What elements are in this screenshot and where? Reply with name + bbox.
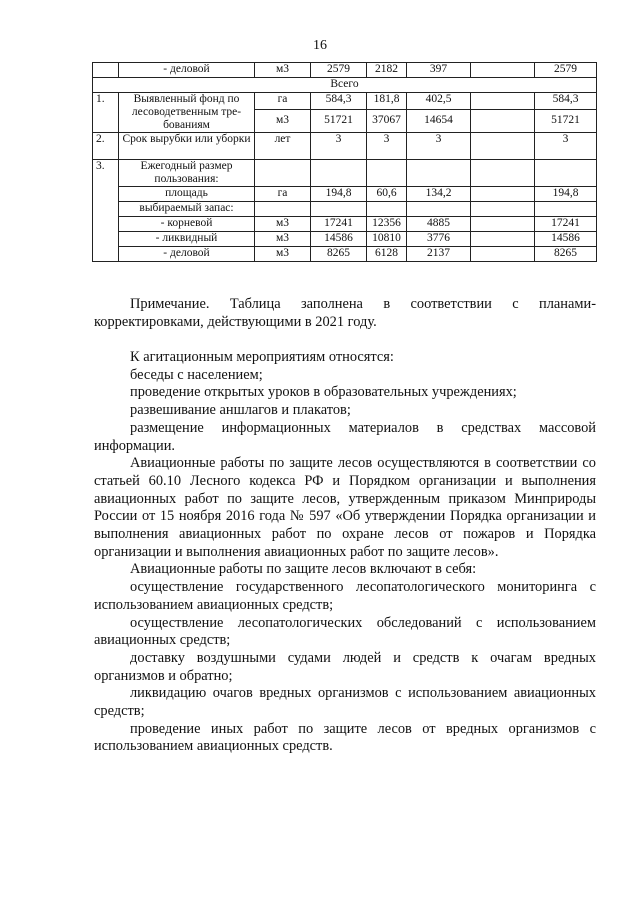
row-label: - деловой [119, 63, 255, 78]
unit-cell: м3 [255, 109, 311, 132]
unit-cell: м3 [255, 247, 311, 262]
value-cell [471, 133, 535, 160]
value-cell: 37067 [367, 109, 407, 132]
value-cell [471, 93, 535, 110]
list-item: осуществление государственного лесопатологического мониторинга с использованием авиационных средств; [94, 579, 596, 613]
unit-cell: м3 [255, 217, 311, 232]
value-cell: 14586 [535, 232, 597, 247]
forest-use-table [92, 62, 597, 262]
value-cell: 3 [311, 133, 367, 160]
value-cell: 397 [407, 63, 471, 78]
section-header-row [93, 78, 597, 93]
unit-cell: лет [255, 133, 311, 160]
section-header: Всего [93, 78, 597, 93]
row-label: - ликвидный [119, 232, 255, 247]
table-row [93, 160, 597, 187]
value-cell [471, 109, 535, 132]
table-row [93, 93, 597, 110]
value-cell [471, 217, 535, 232]
value-cell: 181,8 [367, 93, 407, 110]
value-cell [471, 187, 535, 202]
row-label: - деловой [119, 247, 255, 262]
value-cell: 6128 [367, 247, 407, 262]
table-row [93, 187, 597, 202]
value-cell: 194,8 [535, 187, 597, 202]
value-cell: 402,5 [407, 93, 471, 110]
value-cell: 3 [367, 133, 407, 160]
value-cell: 134,2 [407, 187, 471, 202]
unit-cell: м3 [255, 232, 311, 247]
value-cell: 8265 [535, 247, 597, 262]
value-cell: 2137 [407, 247, 471, 262]
value-cell [471, 247, 535, 262]
value-cell: 60,6 [367, 187, 407, 202]
value-cell: 14654 [407, 109, 471, 132]
value-cell: 2182 [367, 63, 407, 78]
list-item: осуществление лесопатологических обследований с использованием авиационных средств; [94, 614, 596, 649]
value-cell: 2579 [535, 63, 597, 78]
value-cell: 584,3 [535, 93, 597, 110]
value-cell: 194,8 [311, 187, 367, 202]
value-cell: 3776 [407, 232, 471, 247]
value-cell: 4885 [407, 217, 471, 232]
aviation-intro: Авиационные работы по защите лесов включают в себя: [130, 561, 477, 578]
list-item: ликвидацию очагов вредных организмов с использованием авиационных средств; [94, 685, 596, 720]
value-cell [471, 232, 535, 247]
value-cell: 8265 [311, 247, 367, 262]
list-item: проведение открытых уроков в образовательных учреждениях; [130, 384, 517, 401]
row-label: - корневой [119, 217, 255, 232]
value-cell: 17241 [311, 217, 367, 232]
value-cell: 51721 [311, 109, 367, 132]
list-item: доставку воздушными судами людей и средств к очагам вредных организмов и обратно; [94, 649, 596, 684]
table-row [93, 247, 597, 262]
row-number: 3. [93, 160, 119, 262]
table-row [93, 232, 597, 247]
table-note [94, 296, 596, 331]
table-row [93, 217, 597, 232]
agitation-intro: К агитационным мероприятиям относятся: [130, 349, 394, 365]
row-number: 2. [93, 133, 119, 160]
list-item: беседы с населением; [130, 366, 263, 383]
unit-cell: м3 [255, 63, 311, 78]
table-row [93, 133, 597, 160]
list-item: размещение информационных материалов в средствах массовой информации. [94, 419, 596, 454]
value-cell: 12356 [367, 217, 407, 232]
value-cell [471, 63, 535, 78]
value-cell: 14586 [311, 232, 367, 247]
value-cell: 51721 [535, 109, 597, 132]
value-cell: 17241 [535, 217, 597, 232]
unit-cell: га [255, 93, 311, 110]
row-label: Ежегодный размер пользования: [119, 160, 255, 187]
row-label: Срок вырубки или уборки [119, 133, 255, 160]
page-number: 16 [313, 38, 327, 53]
row-label: площадь [119, 187, 255, 202]
row-label: Выявленный фонд по лесоводетвенным тре-бованиям [119, 93, 255, 133]
value-cell: 10810 [367, 232, 407, 247]
list-item: развешивание аншлагов и плакатов; [130, 402, 351, 419]
value-cell: 3 [535, 133, 597, 160]
row-number: 1. [93, 93, 119, 133]
row-label: выбираемый запас: [119, 202, 255, 217]
table-row [93, 63, 597, 78]
unit-cell: га [255, 187, 311, 202]
value-cell: 584,3 [311, 93, 367, 110]
list-item: проведение иных работ по защите лесов от вредных организмов с использованием авиационных средств. [94, 720, 596, 755]
note-text: Примечание. Таблица заполнена в соответствии с планами-корректировками, действующими в 2021 году. [94, 296, 596, 330]
table-row [93, 202, 597, 217]
aviation-paragraph: Авиационные работы по защите лесов осуществляются в соответствии со статьей 60.10 Лесного кодекса РФ и Порядком организации и выполнения авиационных работ по защите лесов, утвержденным приказом Минприроды России от 15 ноября 2016 года № 597 «Об утверждении Порядка организации и выполнения авиационных работ по охране лесов от пожаров и Порядка организации и выполнения авиационных работ по защите лесов». [94, 455, 596, 560]
body-text [94, 349, 596, 756]
value-cell: 3 [407, 133, 471, 160]
value-cell: 2579 [311, 63, 367, 78]
